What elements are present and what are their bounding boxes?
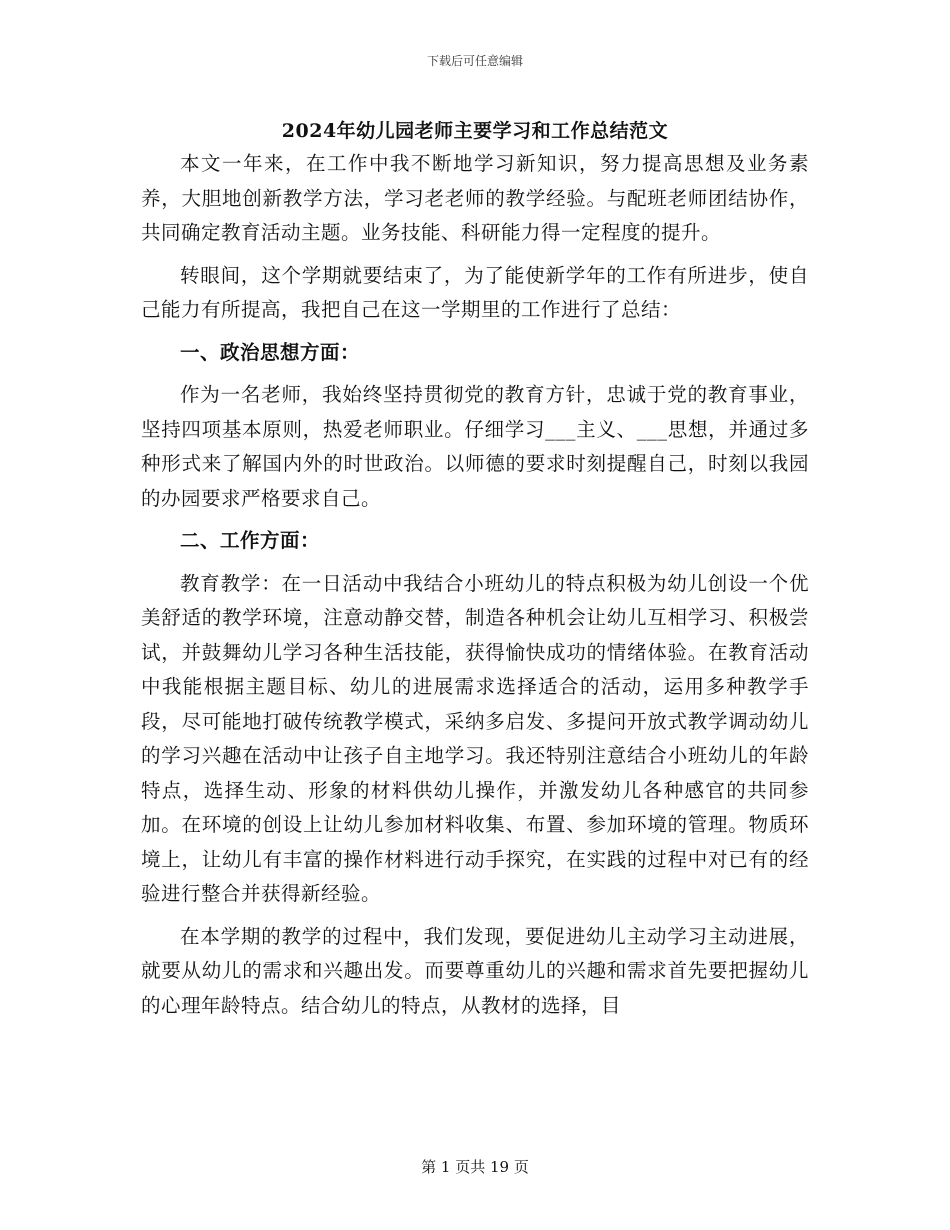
section-heading-work: 二、工作方面： xyxy=(180,529,321,552)
paragraph-summary-lead: 转眼间，这个学期就要结束了，为了能使新学年的工作有所进步，使自己能力有所提高，我把自己在这一学期里的工作进行了总结： xyxy=(141,263,809,321)
paragraph-politics: 作为一名老师，我始终坚持贯彻党的教育方针，忠诚于党的教育事业，坚持四项基本原则，热爱老师职业。仔细学习___主义、___思想，并通过多种形式来了解国内外的时世政治。以师德的要求时刻提醒自己，时刻以我园的办园要求严格要求自己。 xyxy=(141,383,809,510)
document-body xyxy=(141,147,809,1031)
section-heading-politics: 一、政治思想方面： xyxy=(180,340,361,364)
document-title: 2024年幼儿园老师主要学习和工作总结范文 xyxy=(281,120,669,142)
paragraph-intro: 本文一年来，在工作中我不断地学习新知识，努力提高思想及业务素养，大胆地创新教学方法，学习老老师的教学经验。与配班老师团结协作，共同确定教育活动主题。业务技能、科研能力得一定程度的提升。 xyxy=(141,152,809,244)
page-number-footer: 第 1 页共 19 页 xyxy=(421,1158,529,1176)
header-note: 下载后可任意编辑 xyxy=(426,54,523,68)
paragraph-teaching: 教育教学：在一日活动中我结合小班幼儿的特点积极为幼儿创设一个优美舒适的教学环境，注意动静交替，制造各种机会让幼儿互相学习、积极尝试，并鼓舞幼儿学习各种生活技能，获得愉快成功的情绪体验。在教育活动中我能根据主题目标、幼儿的进展需求选择适合的活动，运用多种教学手段，尽可能地打破传统教学模式，采纳多启发、多提问开放式教学调动幼儿的学习兴趣在活动中让孩子自主地学习。我还特别注意结合小班幼儿的年龄特点，选择生动、形象的材料供幼儿操作，并激发幼儿各种感官的共同参加。在环境的创设上让幼儿参加材料收集、布置、参加环境的管理。物质环境上，让幼儿有丰富的操作材料进行动手探究，在实践的过程中对已有的经验进行整合并获得新经验。 xyxy=(141,571,809,905)
paragraph-semester-findings: 在本学期的教学的过程中，我们发现，要促进幼儿主动学习主动进展，就要从幼儿的需求和兴趣出发。而要尊重幼儿的兴趣和需求首先要把握幼儿的心理年龄特点。结合幼儿的特点，从教材的选择，目 xyxy=(141,924,809,1017)
